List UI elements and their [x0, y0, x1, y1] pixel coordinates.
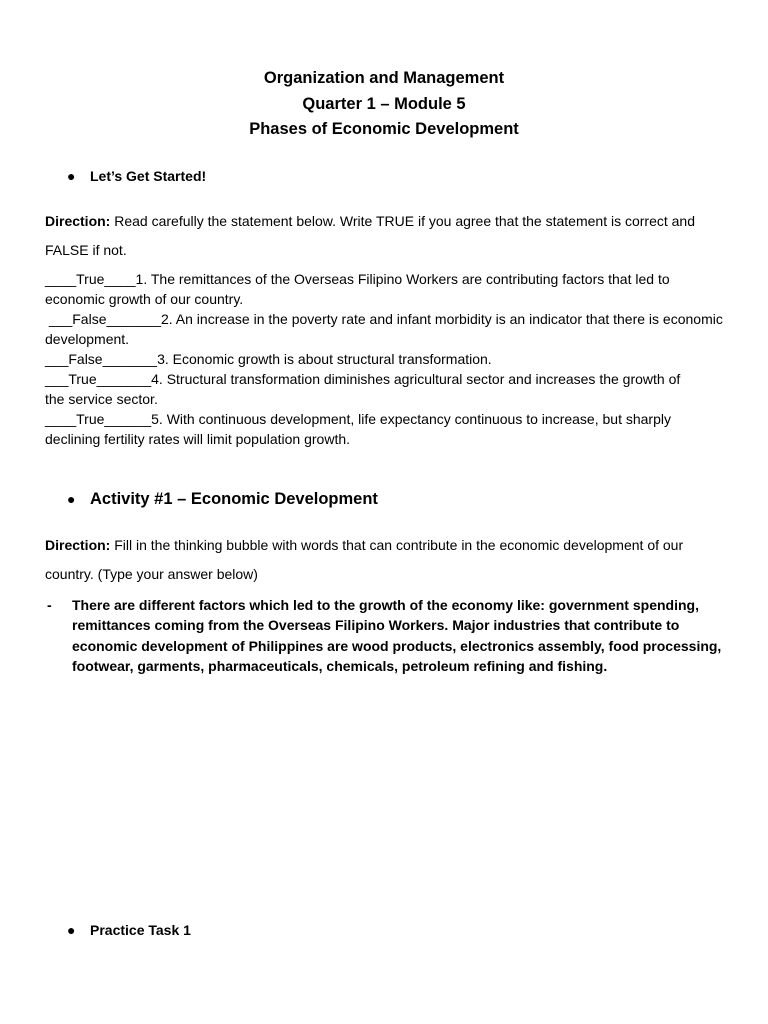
item-line: ____True______5. With continuous development, life expectancy continuous to increase, but sharply [45, 411, 671, 427]
answer-text [72, 595, 727, 677]
direction-text: Read carefully the statement below. Write TRUE if you agree that the statement is correct and FALSE if not. [45, 213, 696, 258]
direction-paragraph-1 [45, 207, 725, 265]
item-line: development. [45, 331, 130, 347]
direction-text: Fill in the thinking bubble with words that can contribute in the economic development of our country. (Type your answer below) [45, 537, 684, 582]
section-heading-practice-task-1 [67, 922, 191, 938]
bullet-dot-icon: ● [67, 922, 76, 938]
item-line: ___True_______4. Structural transformation diminishes agricultural sector and increases the growth of [45, 371, 681, 387]
document-title [0, 66, 768, 143]
item-line: ____True____1. The remittances of the Overseas Filipino Workers are contributing factors that led to [45, 271, 670, 287]
bullet-dot-icon: ● [67, 491, 76, 507]
section-heading-text: Activity #1 – Economic Development [90, 490, 378, 508]
item-line: ___False_______3. Economic growth is about structural transformation. [45, 351, 492, 367]
section-heading-activity-1 [67, 490, 378, 509]
answer-part-2: . Major industries that contribute to economic development of Philippines are wood products, electronics assembly, food processing, footwear, garments, pharmaceuticals, chemicals, petroleum refining and fishing. [72, 617, 722, 675]
direction-label: Direction: [45, 537, 111, 553]
item-line: the service sector. [45, 391, 158, 407]
item-line: ___False_______2. An increase in the poverty rate and infant morbidity is an indicator that there is economic [45, 311, 723, 327]
title-module: Quarter 1 – Module 5 [302, 94, 466, 113]
direction-label: Direction: [45, 213, 111, 229]
item-line: economic growth of our country. [45, 291, 244, 307]
answer-dash: - [47, 597, 52, 613]
title-subject: Organization and Management [263, 69, 505, 87]
direction-paragraph-2 [45, 531, 725, 589]
true-false-items [45, 269, 735, 449]
item-line: declining fertility rates will limit population growth. [45, 431, 351, 447]
answer-block [47, 595, 727, 677]
answer-part-1: There are different factors which led to the growth of the economy like: government spending, remittances coming from the Overseas Filipino Workers [72, 597, 699, 634]
bullet-dot-icon: ● [67, 168, 76, 184]
section-heading-lets-get-started [67, 168, 206, 184]
section-heading-text: Practice Task 1 [90, 922, 191, 938]
section-heading-text: Let’s Get Started! [90, 168, 207, 184]
title-topic: Phases of Economic Development [249, 120, 519, 138]
